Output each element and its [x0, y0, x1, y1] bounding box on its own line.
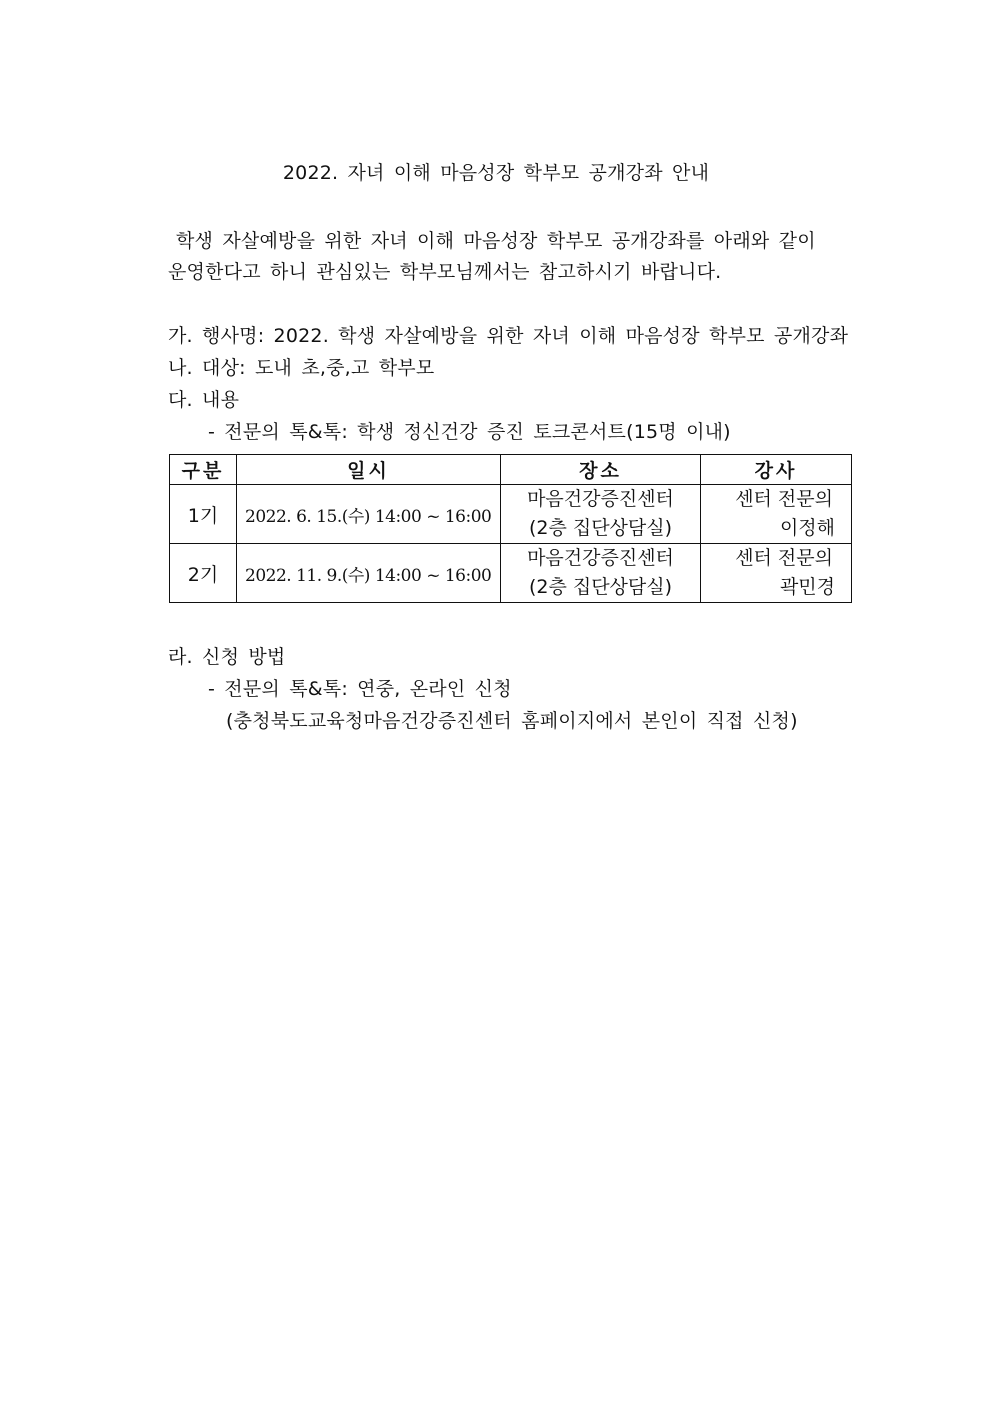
item-event-name: 가. 행사명: 2022. 학생 자살예방을 위한 자녀 이해 마음성장 학부모 공개강좌 [168, 325, 849, 347]
term-cell: 1기 [170, 485, 237, 544]
place-cell [501, 485, 701, 544]
place-line-2: (2층 집단상담실) [528, 517, 673, 539]
document-title: 2022. 자녀 이해 마음성장 학부모 공개강좌 안내 [282, 162, 710, 184]
datetime-cell [237, 485, 501, 544]
place-line-1: 마음건강증진센터 [527, 488, 674, 510]
intro-line-2: 운영한다고 하니 관심있는 학부모님께서는 참고하시기 바랍니다. [168, 261, 722, 283]
header-datetime: 일시 [237, 455, 501, 485]
item-apply-method: 라. 신청 방법 [168, 646, 286, 668]
place-line-1: 마음건강증진센터 [527, 547, 674, 569]
header-term: 구분 [170, 455, 237, 485]
datetime-text: 2022. 6. 15.(수) 14:00 ~ 16:00 [245, 506, 492, 527]
item-apply-note: (충청북도교육청마음건강증진센터 홈페이지에서 본인이 직접 신청) [226, 710, 798, 732]
place-line-2: (2층 집단상담실) [528, 576, 673, 598]
item-apply-sub: - 전문의 톡&톡: 연중, 온라인 신청 [208, 678, 512, 700]
schedule-table [169, 454, 852, 603]
intro-line-1: 학생 자살예방을 위한 자녀 이해 마음성장 학부모 공개강좌를 아래와 같이 [176, 230, 816, 252]
term-cell: 2기 [170, 544, 237, 603]
table-row [170, 485, 852, 544]
lecturer-line-2: 곽민경 [779, 576, 835, 598]
header-place: 장소 [501, 455, 701, 485]
item-content-sub: - 전문의 톡&톡: 학생 정신건강 증진 토크콘서트(15명 이내) [208, 421, 731, 443]
lecturer-cell [701, 485, 852, 544]
table-header-row [170, 455, 852, 485]
header-lecturer: 강사 [701, 455, 852, 485]
lecturer-line-1: 센터 전문의 [735, 547, 833, 569]
lecturer-line-2: 이정해 [779, 517, 835, 539]
lecturer-line-1: 센터 전문의 [735, 488, 833, 510]
item-content: 다. 내용 [168, 389, 240, 411]
lecturer-cell [701, 544, 852, 603]
table-row [170, 544, 852, 603]
datetime-cell [237, 544, 501, 603]
datetime-text: 2022. 11. 9.(수) 14:00 ~ 16:00 [245, 565, 492, 586]
item-target: 나. 대상: 도내 초,중,고 학부모 [168, 357, 435, 379]
place-cell [501, 544, 701, 603]
